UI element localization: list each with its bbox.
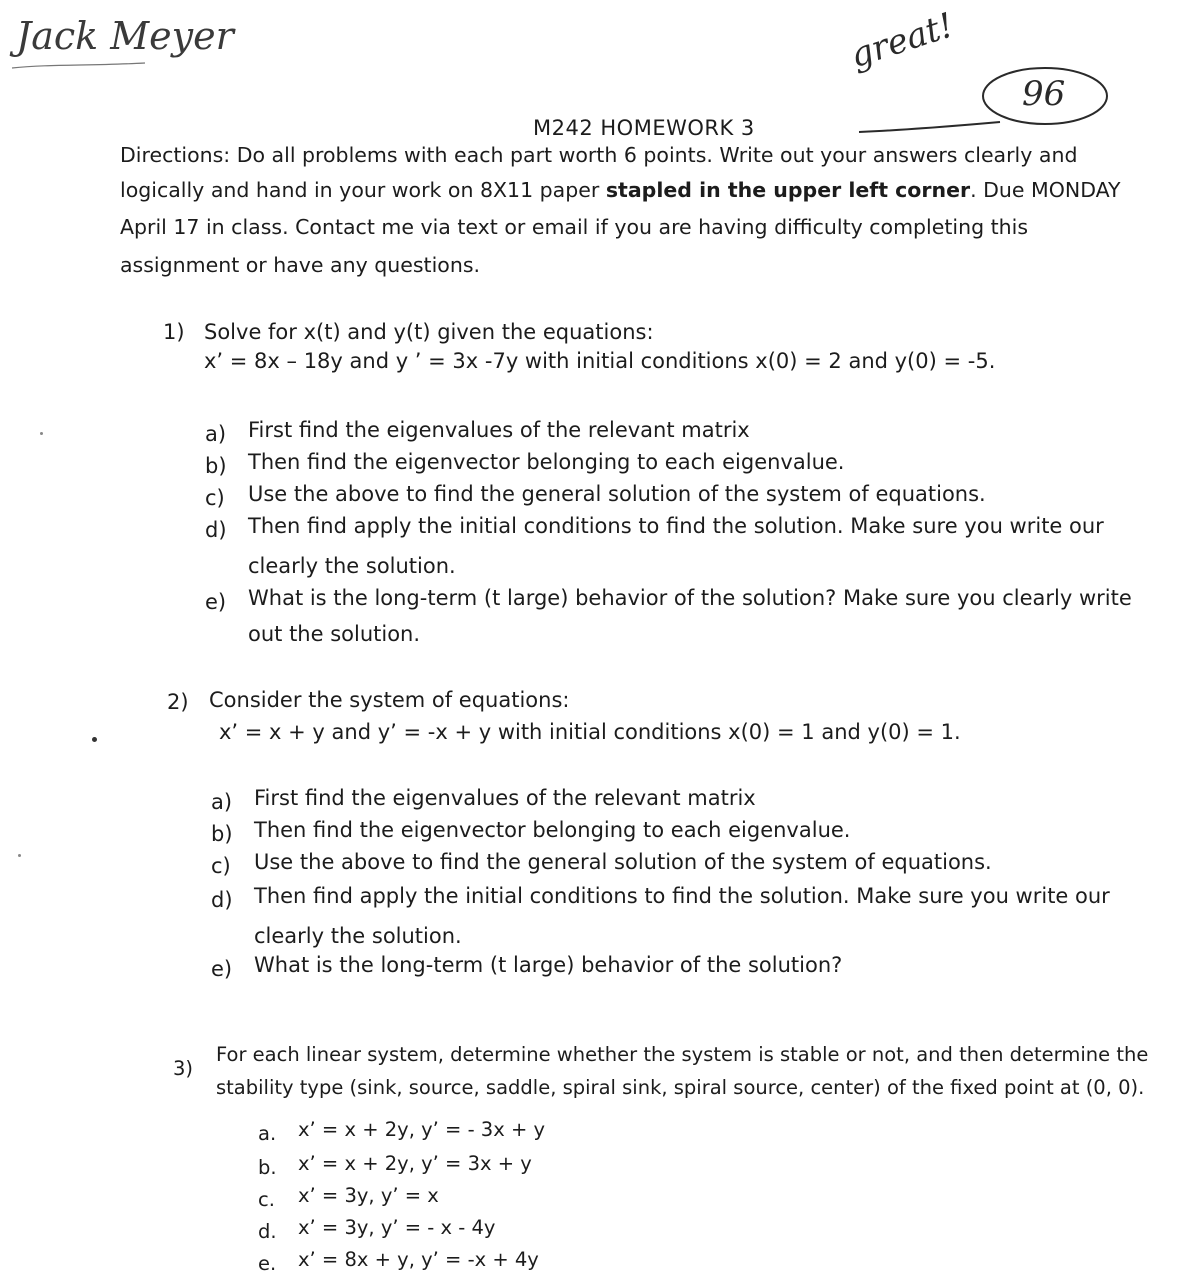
problem-2-number: 2): [167, 690, 189, 714]
score-value: 96: [1022, 74, 1066, 114]
problem-1-part-text: First find the eigenvalues of the relevant matrix: [248, 418, 750, 442]
problem-3-system-equations: x’ = 3y, y’ = - x - 4y: [298, 1216, 496, 1239]
problem-1-equations: x’ = 8x – 18y and y ’ = 3x -7y with initial conditions x(0) = 2 and y(0) = -5.: [204, 349, 996, 373]
directions-line-2: [120, 178, 1195, 202]
problem-3-system-label: b.: [258, 1156, 277, 1179]
page-title: M242 HOMEWORK 3: [533, 116, 755, 140]
problem-1-part-continuation: clearly the solution.: [248, 554, 456, 578]
directions-text: logically and hand in your work on 8X11 paper: [120, 178, 606, 202]
problem-2-part-text: What is the long-term (t large) behavior of the solution?: [254, 953, 843, 977]
problem-2-equations: x’ = x + y and y’ = -x + y with initial conditions x(0) = 1 and y(0) = 1.: [219, 720, 961, 744]
problem-2-part-text: First find the eigenvalues of the relevant matrix: [254, 786, 756, 810]
problem-3-prompt-line-1: For each linear system, determine whether the system is stable or not, and then determine the: [216, 1043, 1149, 1066]
problem-3-system-equations: x’ = x + 2y, y’ = - 3x + y: [298, 1118, 546, 1141]
problem-1-part-label: e): [205, 590, 227, 614]
problem-1-part-label: d): [205, 518, 227, 542]
problem-2-part-label: a): [211, 790, 233, 814]
problem-1-prompt: Solve for x(t) and y(t) given the equations:: [204, 320, 654, 344]
problem-3-system-label: a.: [258, 1122, 277, 1145]
problem-1-part-text: Then find the eigenvector belonging to each eigenvalue.: [248, 450, 845, 474]
problem-3-number: 3): [173, 1057, 194, 1080]
problem-1-part-text: Then find apply the initial conditions to find the solution. Make sure you write our: [248, 514, 1104, 538]
problem-2-part-continuation: clearly the solution.: [254, 924, 462, 948]
scan-speck: [92, 737, 97, 742]
problem-3-system-label: c.: [258, 1188, 275, 1211]
name-underline: [10, 60, 150, 74]
directions-emphasis: stapled in the upper left corner: [605, 178, 971, 202]
problem-3-system-label: d.: [258, 1220, 277, 1243]
problem-2-part-text: Use the above to find the general solution of the system of equations.: [254, 850, 992, 874]
score-underline: [855, 118, 1005, 138]
directions-text-end: . Due MONDAY: [970, 178, 1121, 202]
problem-2-part-text: Then find apply the initial conditions to find the solution. Make sure you write our: [254, 884, 1110, 908]
problem-3-system-equations: x’ = x + 2y, y’ = 3x + y: [298, 1152, 532, 1175]
problem-1-part-text: Use the above to find the general solution of the system of equations.: [248, 482, 986, 506]
problem-2-part-text: Then find the eigenvector belonging to each eigenvalue.: [254, 818, 851, 842]
problem-3-system-label: e.: [258, 1252, 277, 1275]
problem-1-part-label: c): [205, 486, 225, 510]
problem-1-number: 1): [163, 320, 185, 344]
problem-2-part-label: b): [211, 822, 233, 846]
problem-3-system-equations: x’ = 3y, y’ = x: [298, 1184, 439, 1207]
directions-line-4: assignment or have any questions.: [120, 253, 481, 277]
problem-3-prompt-line-2: stability type (sink, source, saddle, spiral sink, spiral source, center) of the fixed point at (0, 0).: [216, 1076, 1145, 1099]
problem-1-part-text: What is the long-term (t large) behavior of the solution? Make sure you clearly write: [248, 586, 1132, 610]
problem-1-part-label: a): [205, 422, 227, 446]
problem-2-part-label: c): [211, 854, 231, 878]
problem-2-part-label: d): [211, 888, 233, 912]
grader-comment: great!: [845, 5, 959, 77]
scan-speck: [18, 854, 21, 857]
problem-1-part-continuation: out the solution.: [248, 622, 421, 646]
problem-2-part-label: e): [211, 957, 233, 981]
student-name: Jack Meyer: [16, 14, 234, 58]
directions-line-3: April 17 in class. Contact me via text or email if you are having difficulty completing this: [120, 215, 1029, 239]
problem-1-part-label: b): [205, 454, 227, 478]
directions-line-1: Directions: Do all problems with each part worth 6 points. Write out your answers clearly and: [120, 143, 1078, 167]
problem-3-system-equations: x’ = 8x + y, y’ = -x + 4y: [298, 1248, 539, 1271]
scan-speck: [40, 432, 43, 435]
problem-2-prompt: Consider the system of equations:: [209, 688, 570, 712]
